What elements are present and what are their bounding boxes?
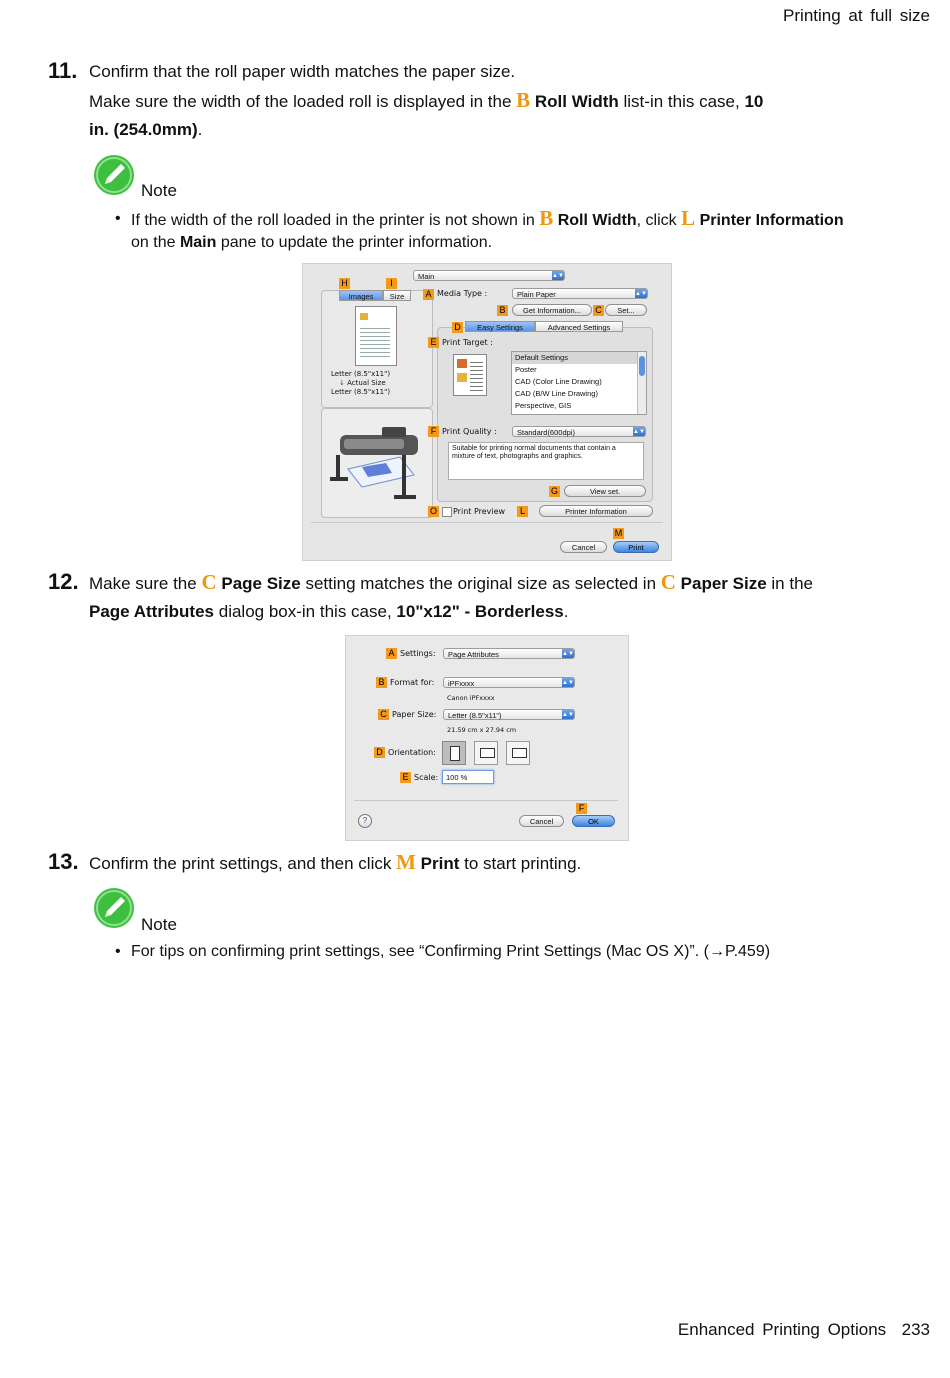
- text-span: .: [563, 602, 569, 621]
- divider: [354, 800, 618, 801]
- view-set-button[interactable]: View set.: [564, 485, 646, 497]
- settings-popup[interactable]: [443, 648, 575, 659]
- thumbnail-image: [457, 373, 467, 382]
- callout-c: C: [378, 709, 389, 720]
- text-span: dialog box-in this case,: [214, 602, 397, 621]
- preview-size-info: [331, 370, 390, 397]
- list-scrollbar[interactable]: [637, 352, 646, 414]
- text-span: Make sure the width of the loaded roll is displayed in the: [89, 92, 517, 111]
- tab-advanced-settings[interactable]: Advanced Settings: [535, 321, 623, 332]
- roll-width-value-cont: in. (254.0mm): [89, 120, 198, 139]
- bullet-dot: •: [115, 943, 121, 960]
- list-item[interactable]: Perspective, GIS: [515, 401, 572, 410]
- callout-key-c: C: [660, 570, 676, 594]
- thumbnail-image: [360, 313, 368, 320]
- text-span: .: [197, 120, 203, 139]
- note-label: Note: [141, 181, 177, 200]
- text-span: If the width of the roll loaded in the printer is not shown in: [131, 212, 540, 229]
- callout-h: H: [339, 278, 350, 289]
- orientation-landscape-reverse-icon[interactable]: [506, 741, 530, 765]
- roll-width-term: Roll Width: [534, 92, 619, 111]
- format-for-subtitle: Canon iPFxxxx: [447, 694, 495, 702]
- callout-key-m: M: [396, 850, 416, 874]
- scale-input[interactable]: 100 %: [442, 770, 494, 784]
- callout-l: L: [517, 506, 528, 517]
- text-span: pane to update the printer information.: [216, 234, 493, 251]
- text-span: setting matches the original size as selected in: [300, 574, 661, 593]
- print-preview-checkbox[interactable]: [442, 507, 452, 517]
- page-preview-thumbnail: [355, 306, 397, 366]
- popup-arrow-icon: ▲▼: [562, 651, 574, 657]
- scale-label: Scale:: [414, 773, 439, 782]
- callout-c: C: [593, 305, 604, 316]
- callout-o: O: [429, 506, 437, 516]
- callout-key-b: B: [539, 206, 554, 230]
- callout-e: E: [400, 772, 411, 783]
- callout-a: A: [386, 648, 397, 659]
- page-number: 233: [901, 1320, 930, 1339]
- callout-key-c: C: [201, 570, 217, 594]
- preview-scale: Actual Size: [347, 379, 386, 387]
- step-number-13: 13.: [48, 849, 79, 874]
- footer-chapter: Enhanced Printing Options: [677, 1320, 887, 1339]
- scrollbar-thumb[interactable]: [639, 356, 645, 376]
- callout-b: B: [497, 305, 508, 316]
- main-pane-term: Main: [179, 234, 217, 251]
- paper-size-label: Paper Size:: [392, 710, 437, 719]
- popup-arrow-icon: ▲▼: [552, 273, 564, 279]
- note-pencil-icon: [93, 887, 135, 929]
- print-preview-label: Print Preview: [453, 507, 506, 516]
- text-span: , click: [636, 212, 682, 229]
- list-item[interactable]: CAD (B/W Line Drawing): [515, 389, 598, 398]
- orientation-portrait-icon[interactable]: [442, 741, 466, 765]
- format-for-popup[interactable]: [443, 677, 575, 688]
- thumbnail-text-lines: [470, 359, 483, 391]
- popup-arrow-icon: ▲▼: [633, 429, 645, 435]
- callout-a: A: [423, 289, 434, 300]
- divider: [311, 522, 663, 523]
- print-quality-value: Standard(600dpi): [517, 428, 575, 437]
- text-span: to start printing.: [459, 854, 582, 873]
- step-11-detail-cont: [89, 115, 202, 144]
- page-attributes-term: Page Attributes: [89, 602, 215, 621]
- page-shape: [480, 748, 495, 758]
- help-icon[interactable]: ?: [358, 814, 372, 828]
- paper-size-popup[interactable]: [443, 709, 575, 720]
- media-type-popup[interactable]: [512, 288, 648, 299]
- cancel-button[interactable]: Cancel: [560, 541, 607, 553]
- callout-e: E: [428, 337, 439, 348]
- text-span: list-in this case,: [618, 92, 745, 111]
- note-2-bullet: [115, 939, 901, 964]
- thumbnail-text-lines: [360, 325, 390, 359]
- roll-width-value: 10: [744, 92, 764, 111]
- tab-size[interactable]: Size: [383, 290, 411, 301]
- paper-size-dimensions: 21.59 cm x 27.94 cm: [447, 726, 517, 734]
- orientation-label: Orientation:: [388, 748, 436, 757]
- set-button[interactable]: Set...: [605, 304, 647, 316]
- note-label: Note: [141, 915, 177, 934]
- print-quality-description: Suitable for printing normal documents that contain a mixture of text, photographs and graphics.: [448, 442, 644, 480]
- thumbnail-image: [457, 359, 467, 368]
- tab-images[interactable]: Images: [339, 290, 383, 301]
- down-arrow-icon: ↓: [339, 379, 345, 387]
- step-12-text: [89, 568, 909, 598]
- step-11-detail: [89, 86, 869, 116]
- page-shape: [512, 748, 527, 758]
- popup-arrow-icon: ▲▼: [562, 712, 574, 718]
- callout-f: F: [576, 803, 587, 814]
- list-item[interactable]: Default Settings: [512, 352, 646, 364]
- step-11-text: [89, 57, 515, 86]
- list-item[interactable]: CAD (Color Line Drawing): [515, 377, 602, 386]
- paper-size-value: Letter (8.5"x11"): [448, 711, 502, 720]
- text-span: on the: [131, 234, 180, 251]
- preview-source-size: Letter (8.5"x11"): [331, 370, 391, 378]
- format-for-value: iPFxxxx: [448, 679, 475, 688]
- preview-output-size: Letter (8.5"x11"): [331, 388, 391, 396]
- settings-label: Settings:: [400, 649, 436, 658]
- paper-size-term: Paper Size: [680, 574, 767, 593]
- page-shape: [450, 746, 460, 761]
- pane-popup-value: Main: [418, 272, 435, 281]
- settings-value: Page Attributes: [448, 650, 499, 659]
- page-size-term: Page Size: [221, 574, 301, 593]
- media-type-label: Media Type :: [437, 289, 488, 298]
- callout-key-l: L: [681, 206, 696, 230]
- confirming-print-settings-link[interactable]: For tips on confirming print settings, see “Confirming Print Settings (Mac OS X)”. (→P.459): [131, 943, 771, 960]
- page-footer: [678, 1320, 930, 1340]
- print-quality-popup[interactable]: [512, 426, 646, 437]
- print-target-list[interactable]: [511, 351, 647, 415]
- media-type-value: Plain Paper: [517, 290, 556, 299]
- bullet-dot: •: [115, 210, 121, 227]
- orientation-landscape-icon[interactable]: [474, 741, 498, 765]
- print-button[interactable]: Print: [613, 541, 659, 553]
- printer-illustration-icon: [322, 409, 432, 517]
- cancel-button[interactable]: Cancel: [519, 815, 564, 827]
- step-number-12: 12.: [48, 569, 79, 594]
- callout-d: D: [452, 322, 463, 333]
- step-11-line1: Confirm that the roll paper width matches the paper size.: [89, 62, 516, 81]
- note-1-bullet: [115, 206, 901, 233]
- step-number-11: 11.: [48, 58, 78, 83]
- callout-d: D: [374, 747, 385, 758]
- main-pane-screenshot: [302, 263, 672, 561]
- print-target-thumbnail: [453, 354, 487, 396]
- step-12-text-cont: [89, 597, 568, 626]
- note-pencil-icon: [93, 154, 135, 196]
- pane-popup[interactable]: [413, 270, 565, 281]
- ok-button[interactable]: OK: [572, 815, 615, 827]
- page-size-value: 10"x12" - Borderless: [396, 602, 564, 621]
- print-target-label: Print Target :: [442, 338, 493, 347]
- page-attributes-screenshot: [345, 635, 629, 841]
- callout-f: F: [428, 426, 439, 437]
- popup-arrow-icon: ▲▼: [562, 680, 574, 686]
- format-for-label: Format for:: [390, 678, 435, 687]
- print-quality-label: Print Quality :: [442, 427, 497, 436]
- callout-i: I: [386, 278, 397, 289]
- printer-information-term: Printer Information: [699, 212, 844, 229]
- get-information-button[interactable]: Get Information...: [512, 304, 592, 316]
- text-span: Confirm the print settings, and then click: [89, 854, 397, 873]
- list-item[interactable]: Poster: [515, 365, 537, 374]
- tab-easy-settings[interactable]: Easy Settings: [465, 321, 535, 332]
- text-span: Make sure the: [89, 574, 202, 593]
- text-span: in the: [766, 574, 813, 593]
- print-term: Print: [420, 854, 460, 873]
- callout-b: B: [376, 677, 387, 688]
- callout-g: G: [550, 486, 558, 496]
- printer-image-panel: [321, 408, 433, 518]
- running-header: Printing at full size: [783, 6, 930, 25]
- printer-information-button[interactable]: Printer Information: [539, 505, 653, 517]
- step-13-text: [89, 848, 581, 878]
- note-1-bullet-cont: [131, 230, 492, 255]
- roll-width-term: Roll Width: [557, 212, 637, 229]
- callout-key-b: B: [516, 88, 531, 112]
- callout-m: M: [614, 528, 623, 538]
- popup-arrow-icon: ▲▼: [635, 291, 647, 297]
